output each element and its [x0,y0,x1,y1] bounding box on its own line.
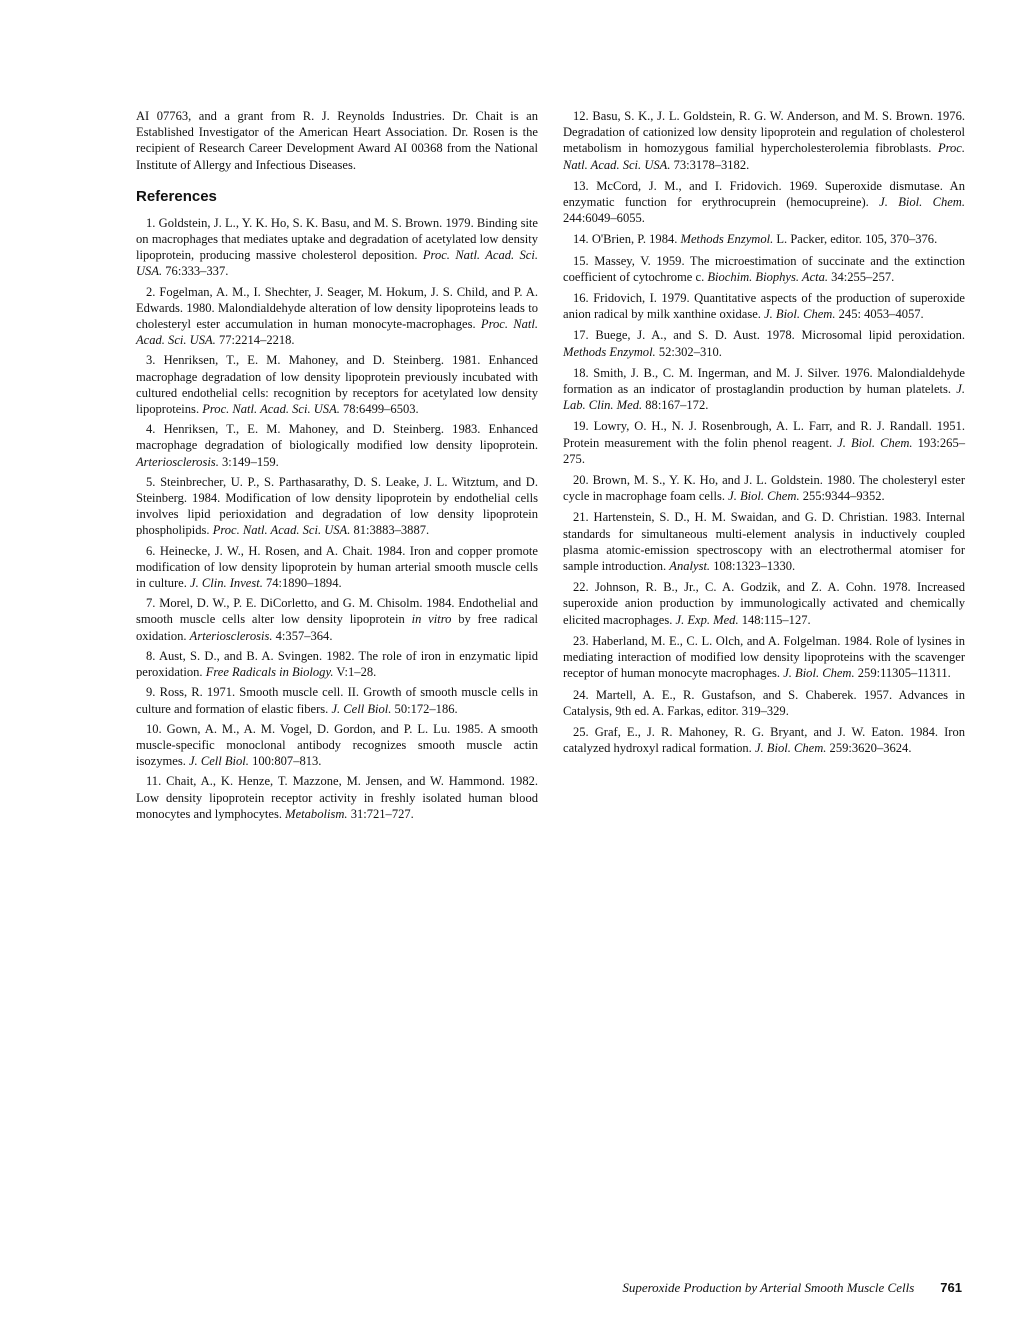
reference-number: 14. [573,232,589,247]
running-title: Superoxide Production by Arterial Smooth Muscle Cells [622,1280,915,1295]
reference-journal: J. Cell Biol. [331,701,392,716]
reference-number: 16. [573,291,589,306]
reference-item [136,684,538,716]
reference-journal: Proc. Natl. Acad. Sci. USA. [212,523,351,538]
reference-item [563,724,965,756]
references-heading: References [136,187,217,205]
page-footer [622,1280,962,1296]
reference-citation: 74:1890–1894. [265,576,342,591]
reference-citation: 31:721–727. [350,806,414,821]
reference-number: 23. [573,633,589,648]
reference-number: 12. [573,109,589,123]
reference-text: McCord, J. M., and I. Fridovich. 1969. Superoxide dismutase. An enzymatic function for erythrocuprein (hemocupreine). [563,178,965,210]
reference-number: 1. [146,215,156,230]
reference-journal: Proc. Natl. Acad. Sci. USA. [136,248,538,279]
reference-number: 9. [146,685,156,700]
reference-text: Graf, E., J. R. Mahoney, R. G. Bryant, and J. W. Eaton. 1984. Iron catalyzed hydroxyl radical formation. [563,724,965,756]
reference-text: Fogelman, A. M., I. Shechter, J. Seager, M. Hokum, J. S. Child, and P. A. Edwards. 1980. Malondialdehyde alteration of low density lipoproteins leads to cholesteryl ester accumulation in human monocyte-macrophages. [136,284,538,332]
reference-item [563,178,965,227]
reference-item [563,253,965,285]
reference-number: 18. [573,365,589,380]
reference-citation: 3:149–159. [221,454,279,469]
reference-citation: 76:333–337. [165,264,229,279]
reference-text: Johnson, R. B., Jr., C. A. Godzik, and Z. A. Cohn. 1978. Increased superoxide anion production by immunologically activated and chemically elicited macrophages. [563,580,966,627]
reference-item [136,352,538,417]
reference-journal: Arteriosclerosis. [189,628,273,643]
reference-text: Fridovich, I. 1979. Quantitative aspects of the production of superoxide anion radical by milk xanthine oxidase. [563,291,965,322]
reference-number: 3. [146,353,156,368]
reference-item [563,108,965,173]
reference-number: 22. [573,580,589,595]
reference-citation: 88:167–172. [645,398,709,413]
reference-journal: J. Biol. Chem. [754,741,827,756]
reference-journal: Proc. Natl. Acad. Sci. USA. [136,317,539,348]
reference-citation: 50:172–186. [394,701,458,716]
reference-item [563,327,965,359]
reference-number: 25. [573,724,589,739]
reference-number: 4. [146,422,156,437]
reference-text: O'Brien, P. 1984. [591,232,678,247]
reference-item [136,595,538,644]
reference-number: 2. [146,284,156,299]
reference-item [563,509,965,574]
reference-item [563,418,965,467]
reference-journal: J. Biol. Chem. [879,195,966,210]
reference-journal: Methods Enzymol. [563,344,656,359]
reference-text: Henriksen, T., E. M. Mahoney, and D. Steinberg. 1983. Enhanced macrophage degradation of biologically modified low density lipoprotein. [136,422,538,453]
reference-citation: 148:115–127. [741,612,811,627]
reference-citation: 193:265–275. [563,435,965,466]
reference-citation: 81:3883–3887. [353,523,430,538]
reference-number: 21. [573,510,589,525]
reference-citation: 73:3178–3182. [673,157,750,172]
reference-item [563,472,965,504]
reference-citation: V:1–28. [336,665,377,680]
reference-number: 7. [146,596,156,611]
reference-text: Goldstein, J. L., Y. K. Ho, S. K. Basu, and M. S. Brown. 1979. Binding site on macrophages that mediates uptake and degradation of acetylated low density lipoprotein, producing massive cholesterol deposition. [136,215,538,263]
reference-number: 6. [146,543,156,558]
reference-journal: Proc. Natl. Acad. Sci. USA. [563,141,966,172]
reference-text: Hartenstein, S. D., H. M. Swaidan, and G. D. Christian. 1983. Internal standards for simultaneous multi-element analysis in inductively coupled plasma atomic-emission spectroscopy with an electrothermal atomiser for sample introduction. [563,510,966,574]
reference-text: Smith, J. B., C. M. Ingerman, and M. J. Silver. 1976. Malondialdehyde formation as an indicator of prostaglandin production by human platelets. [563,365,966,397]
reference-text: Steinbrecher, U. P., S. Parthasarathy, D. S. Leake, J. L. Witztum, and D. Steinberg. 1984. Modification of low density lipoprotein by endothelial cells involves lipid perioxidation and degradation of low density lipoprotein phospholipids. [136,474,538,538]
reference-number: 19. [573,419,589,434]
reference-text-after: by free radical oxidation. [136,612,538,643]
reference-item [563,579,965,628]
reference-citation: 78:6499–6503. [343,402,419,417]
reference-number: 8. [146,648,156,663]
reference-item [563,365,965,414]
reference-text: Haberland, M. E., C. L. Olch, and A. Folgelman. 1984. Role of lysines in mediating interaction of modified low density lipoproteins with the scavenger receptor of human monocyte macrophages. [563,633,965,681]
reference-text: Chait, A., K. Henze, T. Mazzone, M. Jensen, and W. Hammond. 1982. Low density lipoprotein receptor activity in freshly isolated human blood monocytes and lymphocytes. [136,774,539,821]
reference-number: 13. [573,178,589,193]
reference-journal: J. Exp. Med. [675,612,739,627]
reference-number: 24. [573,687,589,702]
reference-journal: Methods Enzymol. [680,232,774,247]
reference-item [136,648,538,680]
reference-number: 17. [573,328,589,343]
reference-number: 11. [146,774,162,789]
reference-item [136,474,538,539]
reference-text: Lowry, O. H., N. J. Rosenbrough, A. L. Farr, and R. J. Randall. 1951. Protein measurement with the folin phenol reagent. [563,419,965,450]
reference-number: 5. [146,474,156,489]
reference-item [563,231,965,247]
reference-journal: J. Biol. Chem. [837,435,913,450]
reference-item [563,633,965,682]
reference-journal: Biochim. Biophys. Acta. [707,269,829,284]
reference-text: Martell, A. E., R. Gustafson, and S. Chaberek. 1957. Advances in Catalysis, 9th ed. A. Farkas, editor. 319–329. [563,687,966,718]
reference-italic: in vitro [411,612,452,627]
reference-citation: 52:302–310. [658,344,722,359]
reference-citation: 259:3620–3624. [829,741,912,756]
reference-text: Buege, J. A., and S. D. Aust. 1978. Microsomal lipid peroxidation. [595,328,966,343]
reference-item [563,687,965,719]
reference-journal: J. Clin. Invest. [190,576,263,591]
reference-item [136,284,538,349]
reference-list-right [563,108,965,756]
reference-journal: Free Radicals in Biology. [205,665,334,680]
reference-journal: J. Lab. Clin. Med. [563,382,965,413]
reference-citation: 100:807–813. [252,754,322,769]
reference-item [136,543,538,592]
reference-text: Aust, S. D., and B. A. Svingen. 1982. The role of iron in enzymatic lipid peroxidation. [136,648,538,680]
reference-journal: J. Biol. Chem. [764,307,836,322]
reference-journal: J. Cell Biol. [188,754,249,769]
reference-journal: Analyst. [669,559,711,574]
page-number: 761 [940,1280,962,1295]
reference-number: 20. [573,473,589,488]
reference-text: Heinecke, J. W., H. Rosen, and A. Chait. 1984. Iron and copper promote modification of low density lipoprotein by human arterial smooth muscle cells in culture. [136,543,538,591]
reference-number: 15. [573,253,589,268]
right-column [563,108,965,761]
reference-text: Ross, R. 1971. Smooth muscle cell. II. Growth of smooth muscle cells in culture and formation of elastic fibers. [136,685,538,716]
reference-journal: Proc. Natl. Acad. Sci. USA. [202,402,340,417]
left-column [136,108,538,826]
acknowledgment-paragraph: AI 07763, and a grant from R. J. Reynolds Industries. Dr. Chait is an Established Investigator of the American Heart Association. Dr. Rosen is the recipient of Research Career Development Award AI 00368 from the National Institute of Allergy and Infectious Diseases. [136,109,538,172]
reference-journal: Metabolism. [285,806,348,821]
reference-text: Morel, D. W., P. E. DiCorletto, and G. M. Chisolm. 1984. Endothelial and smooth muscle cells alter low density lipoprotein [136,596,538,627]
reference-journal: J. Biol. Chem. [728,489,800,504]
reference-text: Gown, A. M., A. M. Vogel, D. Gordon, and P. L. Lu. 1985. A smooth muscle-specific monoclonal antibody recognizes smooth muscle actin isozymes. [136,721,538,769]
reference-citation: 4:357–364. [275,628,333,643]
reference-number: 10. [146,721,162,736]
reference-citation: 259:11305–11311. [857,666,951,681]
reference-journal: J. Biol. Chem. [783,666,855,681]
reference-text: Brown, M. S., Y. K. Ho, and J. L. Goldstein. 1980. The cholesteryl ester cycle in macrophage foam cells. [563,473,965,504]
reference-citation: 108:1323–1330. [713,559,796,574]
reference-citation: 245: 4053–4057. [838,307,924,322]
reference-item [136,773,538,822]
reference-text: Massey, V. 1959. The microestimation of succinate and the extinction coefficient of cytochrome c. [563,253,965,284]
reference-citation: L. Packer, editor. 105, 370–376. [776,232,938,247]
reference-text: Henriksen, T., E. M. Mahoney, and D. Steinberg. 1981. Enhanced macrophage degradation of low density lipoprotein previously incubated with cultured endothelial cells: recognition by receptors for acetylated low density lipoproteins. [136,353,538,417]
reference-citation: 255:9344–9352. [802,489,885,504]
reference-journal: Arteriosclerosis. [136,454,219,469]
reference-citation: 34:255–257. [831,269,895,284]
reference-text: Basu, S. K., J. L. Goldstein, R. G. W. Anderson, and M. S. Brown. 1976. Degradation of cationized low density lipoprotein and regulation of cholesterol metabolism in homozygous familial hypercholesterolemia fibroblasts. [563,109,965,156]
reference-item [563,290,965,322]
reference-item [136,421,538,470]
reference-item [136,215,538,280]
reference-citation: 77:2214–2218. [218,333,295,348]
reference-item [136,721,538,770]
reference-citation: 244:6049–6055. [563,211,645,226]
reference-list-left [136,215,538,822]
